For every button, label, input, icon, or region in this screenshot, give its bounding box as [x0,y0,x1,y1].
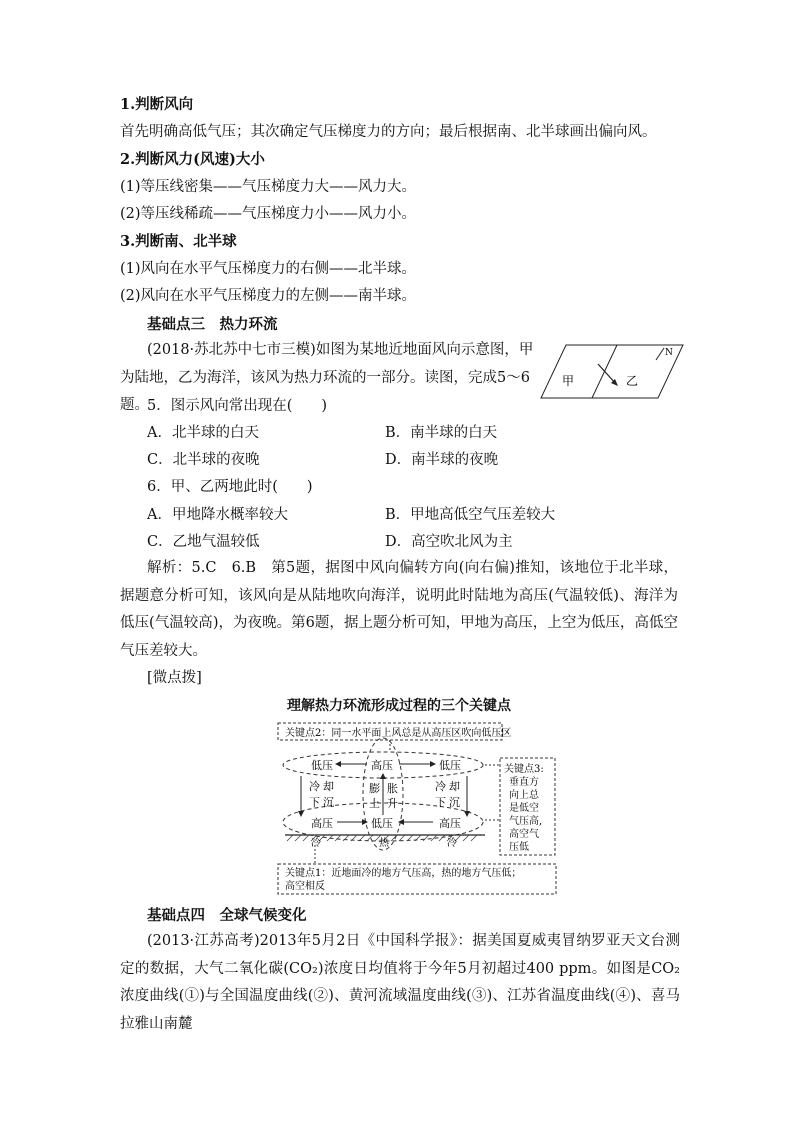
left-col-2: 下 [309,796,320,809]
label-yi: 乙 [626,374,639,388]
q5-stem: 5．图示风向常出现在( ) [147,398,328,414]
thermal-circulation-diagram [275,718,561,898]
climate-paragraph [120,928,680,1038]
q6-option-c: C．乙地气温较低 [147,534,260,550]
heading-hemisphere: 3.判断南、北半球 [120,233,237,250]
q5-option-c: C．北半球的夜晚 [147,452,260,468]
analysis-text: 解析：5.C 6.B 第5题，据图中风向偏转方向(向右偏)推知，该地位于北半球，据题意分析可知，该风向是从陆地吹向海洋，说明此时陆地为高压(气温较低)、海洋为低压(气温较高)，为夜晚。第6题，据上题分析可知，甲地为高压，上空为低压，高低空气压差较大。 [120,560,678,659]
heading-wind-force: 2.判断风力(风速)大小 [120,151,265,168]
q5-option-b: B．南半球的白天 [385,425,498,441]
q5-option-d: D．南半球的夜晚 [385,452,499,468]
key3-line-2: 垂直方 [509,777,539,788]
wind-direction-figure [540,342,685,402]
lower-arrowhead-right [398,819,404,825]
mid-up-arrowhead [380,773,386,779]
key3-line-6: 高空气 [509,829,539,840]
north-arrow [656,348,664,360]
lower-left-pressure: 高压 [311,817,333,830]
key3-line-4: 是低空 [509,803,539,814]
lower-center-pressure: 低压 [371,817,393,830]
right-col-1: 冷 [435,780,446,793]
lower-right-pressure: 高压 [439,817,461,830]
right-col-2: 下 [435,796,446,809]
q6-option-b: B．甲地高低空气压差较大 [385,507,556,523]
right-col-3: 却 [449,780,460,793]
mid-col-1: 膨 [369,782,380,795]
heading-thermal-circulation: 基础点三 热力环流 [147,316,278,333]
q6-option-a: A．甲地降水概率较大 [147,507,288,523]
figure-frame [541,345,683,398]
key3-line-7: 压低 [509,842,529,853]
diagram-title: 理解热力环流形成过程的三个关键点 [287,698,511,714]
q6-stem: 6．甲、乙两地此时( ) [147,479,313,495]
right-down-arrowhead [464,811,470,817]
key2-text: 关键点2：同一水平面上风总是从高压区吹向低压区 [285,728,512,739]
upper-left-pressure: 低压 [311,759,333,772]
q6-option-d: D．高空吹北风为主 [385,534,513,550]
text-wind-direction: 首先明确高低气压；其次确定气压梯度力的方向；最后根据南、北半球画出偏向风。 [120,124,657,140]
heading-wind-direction: 1.判断风向 [120,96,194,113]
text-dense-isobars: (1)等压线密集——气压梯度力大——风力大。 [120,179,417,195]
upper-right-pressure: 低压 [439,759,461,772]
upper-center-pressure: 高压 [371,759,393,772]
key1-line-2: 高空相反 [285,881,325,892]
left-col-4: 沉 [323,796,334,809]
left-col-3: 却 [323,780,334,793]
label-jia: 甲 [562,374,575,388]
ground-right: 冷 [447,838,457,849]
text-northern: (1)风向在水平气压梯度力的右侧——北半球。 [120,261,417,277]
intro-text: 如图为某地近地面风向示意图，甲为陆地，乙为海洋，该风为热力环流的一部分。读图，完成5～6题。 [120,342,534,413]
key3-line-3: 向上总 [509,790,539,801]
climate-text: 2013年5月2日《中国科学报》：据美国夏威夷冒纳罗亚天文台测定的数据，大气二氧化碳(CO₂)浓度日均值将于今年5月初超过400 ppm。如图是CO₂浓度曲线(①)与全国温度曲线(②)、黄河流域温度曲线(③)、江苏省温度曲线(④)、喜马拉雅山南麓 [120,933,680,1032]
mid-col-4: 升 [387,797,398,810]
tip-label: [微点拨] [147,670,202,686]
ground-left: 冷 [311,838,321,849]
q5-option-a: A．北半球的白天 [147,425,259,441]
key3-line-5: 气压高, [509,816,543,827]
text-sparse-isobars: (2)等压线稀疏——气压梯度力小——风力小。 [120,206,417,222]
key1-line-1: 关键点1：近地面冷的地方气压高，热的地方气压低； [285,868,522,879]
mid-col-2: 上 [369,797,380,810]
text-southern: (2)风向在水平气压梯度力的左侧——南半球。 [120,288,417,304]
upper-arrowhead-left [335,761,341,767]
intro-source: (2018·苏北苏中七市三模) [147,342,316,358]
climate-source: (2013·江苏高考) [147,933,260,949]
upper-arrowhead-right [430,761,436,767]
mid-col-3: 胀 [387,782,398,795]
north-label: N [665,348,673,358]
left-col-1: 冷 [309,780,320,793]
left-down-arrowhead [298,811,304,817]
ground-center: 热 [379,838,389,849]
right-col-4: 沉 [449,796,460,809]
key3-line-1: 关键点3: [504,764,544,775]
heading-climate-change: 基础点四 全球气候变化 [147,907,307,924]
